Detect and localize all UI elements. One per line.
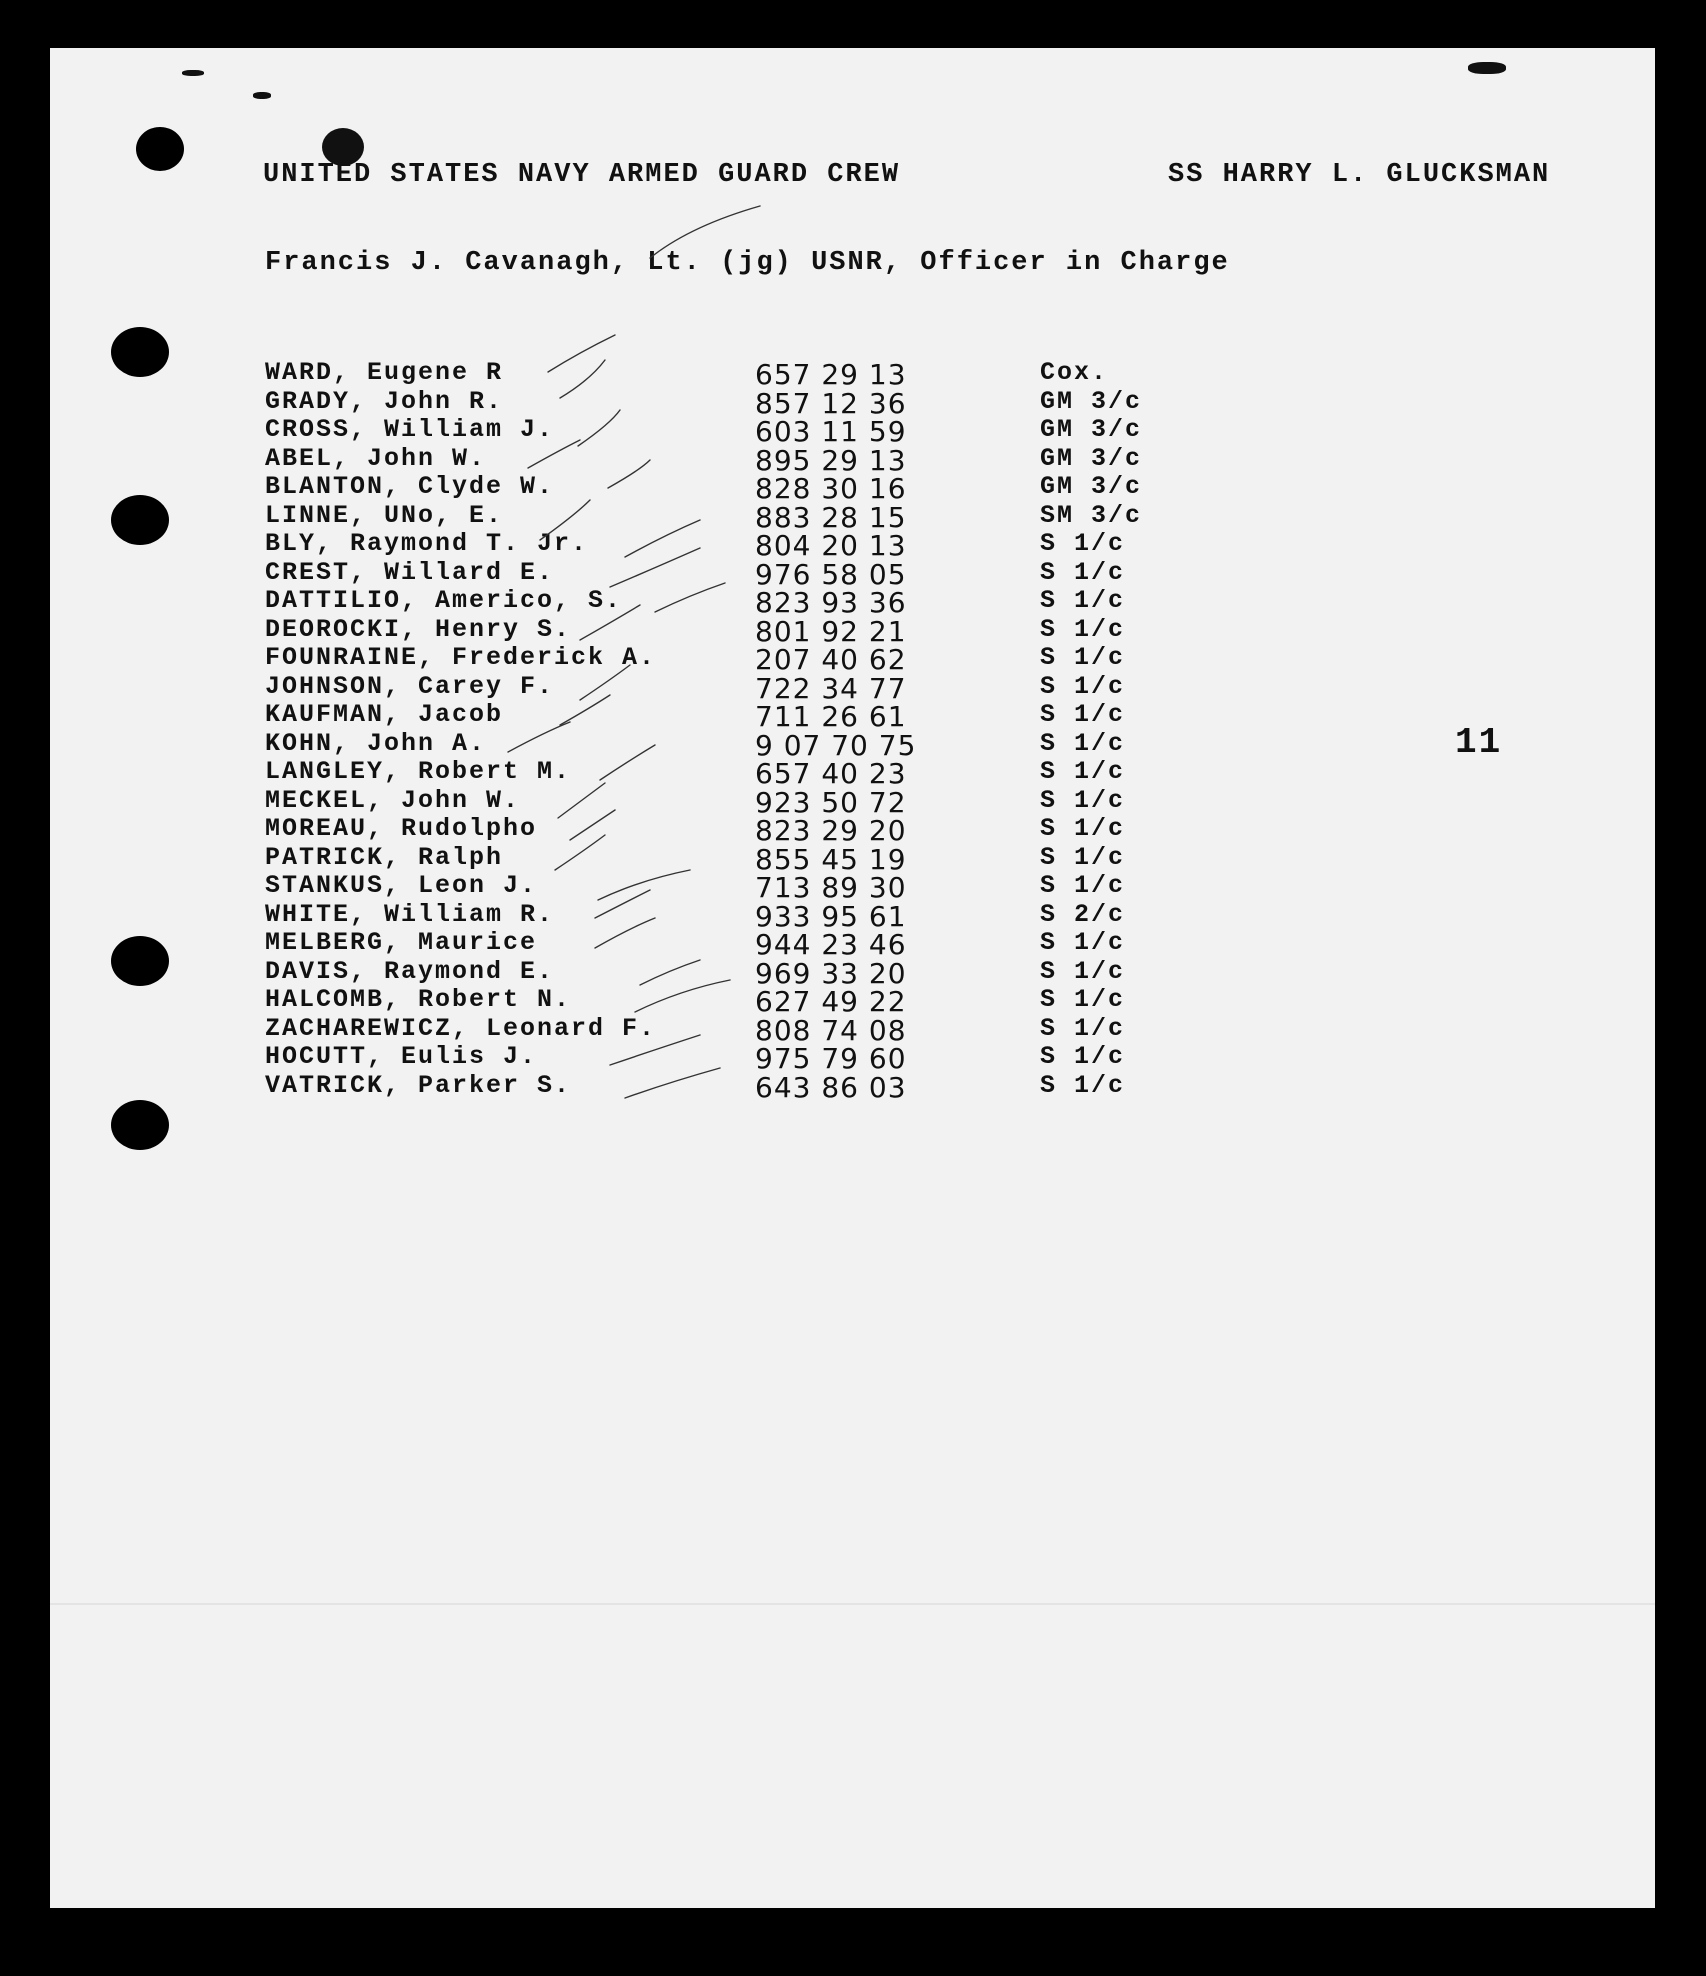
crew-name: WHITE, William R. [265,899,555,929]
crew-rate: S 1/c [1040,614,1126,644]
check-mark [610,1035,700,1065]
check-mark [558,783,605,818]
crew-rate: SM 3/c [1040,500,1143,530]
check-mark [650,206,760,258]
check-mark [580,605,640,640]
service-number: 722 34 77 [755,671,907,705]
check-mark [570,810,615,840]
check-mark [548,335,615,372]
crew-rate: S 1/c [1040,557,1126,587]
header-left: UNITED STATES NAVY ARMED GUARD CREW [263,160,901,190]
service-number: 808 74 08 [755,1013,907,1047]
service-number: 823 29 20 [755,814,907,847]
service-number: 711 26 61 [755,700,907,733]
service-number: 828 30 16 [755,472,907,505]
crew-name: DEOROCKI, Henry S. [265,614,572,644]
check-mark [608,460,650,488]
check-mark [610,548,700,587]
crew-name: STANKUS, Leon J. [265,871,538,900]
service-number: 944 23 46 [755,928,907,961]
page-number: 11 [1455,722,1503,763]
check-mark [555,835,605,870]
service-number: 804 20 13 [755,529,907,562]
crew-name: WARD, Eugene R [265,358,504,387]
crew-rate: S 1/c [1040,757,1126,786]
crew-name: DAVIS, Raymond E. [265,956,555,986]
check-mark [580,665,630,700]
service-number: 895 29 13 [755,443,907,477]
crew-name: PATRICK, Ralph [265,842,504,872]
crew-name: KAUFMAN, Jacob [265,700,504,729]
check-mark [528,440,580,468]
crew-rate: S 1/c [1040,871,1126,900]
service-number: 603 11 59 [755,415,907,448]
crew-name: MOREAU, Rudolpho [265,814,538,843]
crew-name: MELBERG, Maurice [265,928,538,957]
crew-rate: S 1/c [1040,842,1126,872]
crew-name: HALCOMB, Robert N. [265,985,572,1014]
service-number: 713 89 30 [755,871,907,904]
crew-rate: S 1/c [1040,586,1126,615]
service-number: 207 40 62 [755,643,907,676]
check-mark [655,583,725,612]
crew-name: CREST, Willard E. [265,557,555,587]
crew-rate: GM 3/c [1040,443,1143,473]
crew-name: LINNE, UNo, E. [265,500,504,530]
crew-rate: S 1/c [1040,1013,1126,1043]
check-mark [595,918,655,948]
crew-name: DATTILIO, Americo, S. [265,586,623,615]
crew-rate: S 1/c [1040,700,1126,729]
crew-name: LANGLEY, Robert M. [265,757,572,786]
check-mark [508,722,570,752]
check-mark [540,500,590,540]
service-number: 883 28 15 [755,500,907,534]
check-mark [625,1068,720,1098]
service-number: 975 79 60 [755,1042,907,1075]
crew-rate: S 1/c [1040,785,1126,815]
crew-name: KOHN, John A. [265,728,487,758]
crew-rate: GM 3/c [1040,386,1143,416]
service-number: 976 58 05 [755,557,907,591]
check-mark [635,980,730,1012]
crew-name: BLY, Raymond T. Jr. [265,529,589,558]
crew-name: VATRICK, Parker S. [265,1070,572,1100]
officer-in-charge: Francis J. Cavanagh, Lt. (jg) USNR, Officer in Charge [265,248,1230,278]
crew-rate: S 1/c [1040,529,1126,558]
crew-rate: S 1/c [1040,671,1126,701]
check-mark [560,695,610,725]
crew-rate: S 1/c [1040,728,1126,758]
crew-rate: S 1/c [1040,928,1126,957]
crew-rate: S 1/c [1040,985,1126,1014]
crew-name: MECKEL, John W. [265,785,521,815]
service-number: 857 12 36 [755,386,907,420]
crew-rate: S 1/c [1040,643,1126,672]
service-number: 969 33 20 [755,956,907,990]
service-number: 855 45 19 [755,842,907,876]
service-number: 657 29 13 [755,358,907,391]
service-number: 643 86 03 [755,1070,907,1104]
service-number: 933 95 61 [755,899,907,933]
crew-name: GRADY, John R. [265,386,504,416]
header-right: SS HARRY L. GLUCKSMAN [1168,160,1551,190]
service-number: 823 93 36 [755,586,907,619]
check-mark [560,360,605,398]
crew-name: HOCUTT, Eulis J. [265,1042,538,1071]
check-mark [625,520,700,557]
crew-rate: S 1/c [1040,956,1126,986]
crew-rate: GM 3/c [1040,415,1143,444]
service-number: 9 07 70 75 [755,728,917,762]
crew-rate: S 1/c [1040,814,1126,843]
service-number: 627 49 22 [755,985,907,1018]
crew-rate: Cox. [1040,358,1109,387]
service-number: 923 50 72 [755,785,907,819]
crew-name: FOUNRAINE, Frederick A. [265,643,657,672]
crew-name: ZACHAREWICZ, Leonard F. [265,1013,657,1043]
service-number: 657 40 23 [755,757,907,790]
crew-rate: GM 3/c [1040,472,1143,501]
crew-name: CROSS, William J. [265,415,555,444]
crew-rate: S 1/c [1040,1042,1126,1071]
crew-name: JOHNSON, Carey F. [265,671,555,701]
check-mark [640,960,700,985]
crew-name: BLANTON, Clyde W. [265,472,555,501]
check-mark [578,410,620,446]
check-mark [600,745,655,780]
crew-rate: S 2/c [1040,899,1126,929]
check-mark [595,890,650,918]
service-number: 801 92 21 [755,614,907,648]
crew-rate: S 1/c [1040,1070,1126,1100]
crew-name: ABEL, John W. [265,443,487,473]
check-mark [598,870,690,900]
